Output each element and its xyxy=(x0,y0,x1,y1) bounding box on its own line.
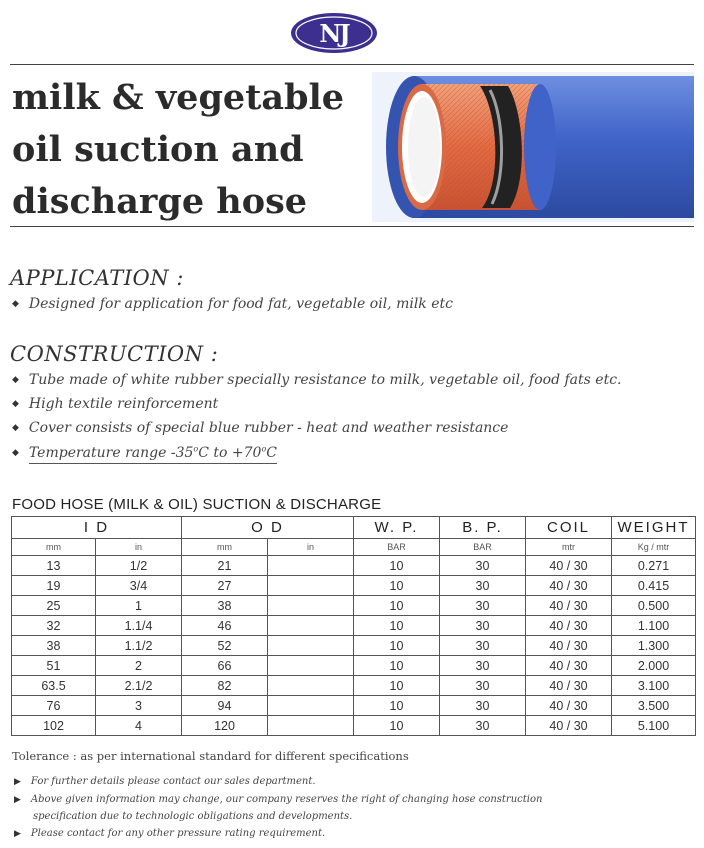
table-row xyxy=(12,696,696,716)
temperature-range-item: ◆ Temperature range -35$^o$C to $+70^oC$ xyxy=(12,444,277,461)
bullet-diamond-icon: ◆ xyxy=(12,447,19,458)
table-cell: 3.100 xyxy=(612,676,696,696)
table-cell: 30 xyxy=(440,596,526,616)
table-cell: 10 xyxy=(354,596,440,616)
construction-item: ◆ Tube made of white rubber specially resistance to milk, vegetable oil, food fats etc. xyxy=(12,372,622,388)
unit-cell: mm xyxy=(182,539,268,556)
table-row xyxy=(12,636,696,656)
table-cell: 40 / 30 xyxy=(526,696,612,716)
unit-cell: BAR xyxy=(354,539,440,556)
tolerance-note: Tolerance : as per international standard for different specifications xyxy=(12,749,409,763)
title-line-3: discharge hose xyxy=(12,181,308,222)
table-cell: 30 xyxy=(440,696,526,716)
table-cell: 30 xyxy=(440,556,526,576)
unit-cell: in xyxy=(268,539,354,556)
table-cell: 40 / 30 xyxy=(526,716,612,736)
table-cell: 10 xyxy=(354,556,440,576)
table-cell: 1.1/2 xyxy=(96,636,182,656)
table-units-row xyxy=(12,539,696,556)
table-cell: 38 xyxy=(12,636,96,656)
table-cell: 27 xyxy=(182,576,268,596)
table-row xyxy=(12,616,696,636)
header-weight: WEIGHT xyxy=(612,517,696,539)
table-cell: 46 xyxy=(182,616,268,636)
spec-table xyxy=(11,516,696,736)
title-bottom-rule xyxy=(10,226,694,227)
table-cell: 3.500 xyxy=(612,696,696,716)
bullet-diamond-icon: ◆ xyxy=(12,399,19,409)
table-cell: 1.300 xyxy=(612,636,696,656)
table-cell: 94 xyxy=(182,696,268,716)
table-cell: 2.000 xyxy=(612,656,696,676)
table-cell: 51 xyxy=(12,656,96,676)
footnote-continuation: specification due to technologic obligations and developments. xyxy=(33,811,353,822)
unit-cell: in xyxy=(96,539,182,556)
table-cell: 40 / 30 xyxy=(526,576,612,596)
footnote: ▶ For further details please contact our sales department. xyxy=(14,776,316,787)
table-cell: 30 xyxy=(440,716,526,736)
table-row xyxy=(12,656,696,676)
table-row xyxy=(12,596,696,616)
table-cell: 10 xyxy=(354,676,440,696)
table-header-row xyxy=(12,517,696,539)
construction-item: ◆ Cover consists of special blue rubber - heat and weather resistance xyxy=(12,420,509,436)
table-cell: 5.100 xyxy=(612,716,696,736)
table-cell: 21 xyxy=(182,556,268,576)
table-cell: 4 xyxy=(96,716,182,736)
table-cell: 0.271 xyxy=(612,556,696,576)
table-cell: 19 xyxy=(12,576,96,596)
table-cell xyxy=(268,576,354,596)
table-cell: 10 xyxy=(354,656,440,676)
table-cell xyxy=(268,556,354,576)
header-bp: B. P. xyxy=(440,517,526,539)
table-cell: 40 / 30 xyxy=(526,636,612,656)
table-cell: 1 xyxy=(96,596,182,616)
table-cell: 1.1/4 xyxy=(96,616,182,636)
header-coil: COIL xyxy=(526,517,612,539)
arrow-bullet-icon: ▶ xyxy=(14,829,21,839)
header-od: O D xyxy=(182,517,354,539)
unit-cell: BAR xyxy=(440,539,526,556)
table-cell: 76 xyxy=(12,696,96,716)
construction-heading: CONSTRUCTION : xyxy=(10,342,219,366)
table-cell: 0.415 xyxy=(612,576,696,596)
logo-text: NJ xyxy=(319,19,349,48)
table-cell: 10 xyxy=(354,576,440,596)
table-cell: 10 xyxy=(354,616,440,636)
header-id: I D xyxy=(12,517,182,539)
table-cell: 30 xyxy=(440,636,526,656)
table-cell: 3/4 xyxy=(96,576,182,596)
table-cell: 40 / 30 xyxy=(526,616,612,636)
table-row xyxy=(12,576,696,596)
table-cell: 13 xyxy=(12,556,96,576)
table-cell xyxy=(268,696,354,716)
table-row xyxy=(12,556,696,576)
construction-item: ◆ High textile reinforcement xyxy=(12,396,219,412)
table-cell: 10 xyxy=(354,636,440,656)
arrow-bullet-icon: ▶ xyxy=(14,795,21,805)
table-cell: 10 xyxy=(354,696,440,716)
table-cell: 63.5 xyxy=(12,676,96,696)
table-cell: 82 xyxy=(182,676,268,696)
unit-cell: Kg / mtr xyxy=(612,539,696,556)
table-cell xyxy=(268,596,354,616)
application-heading: APPLICATION : xyxy=(10,266,184,290)
top-rule xyxy=(10,64,694,65)
table-cell xyxy=(268,676,354,696)
table-cell: 10 xyxy=(354,716,440,736)
table-cell xyxy=(268,656,354,676)
table-title: FOOD HOSE (MILK & OIL) SUCTION & DISCHARGE xyxy=(12,496,382,513)
bullet-diamond-icon: ◆ xyxy=(12,299,19,309)
table-cell: 2 xyxy=(96,656,182,676)
hose-cutaway-image xyxy=(372,72,694,222)
table-cell: 102 xyxy=(12,716,96,736)
table-cell xyxy=(268,636,354,656)
table-cell: 25 xyxy=(12,596,96,616)
table-cell: 40 / 30 xyxy=(526,596,612,616)
table-cell xyxy=(268,616,354,636)
table-cell: 40 / 30 xyxy=(526,656,612,676)
unit-cell: mm xyxy=(12,539,96,556)
title-line-1: milk & vegetable xyxy=(12,77,345,118)
table-cell: 30 xyxy=(440,656,526,676)
table-cell: 30 xyxy=(440,676,526,696)
footnote: ▶ Above given information may change, our company reserves the right of changing hose construction xyxy=(14,794,543,805)
table-cell: 52 xyxy=(182,636,268,656)
table-cell: 38 xyxy=(182,596,268,616)
application-item: ◆ Designed for application for food fat, vegetable oil, milk etc xyxy=(12,296,453,312)
table-row xyxy=(12,676,696,696)
table-cell: 1.100 xyxy=(612,616,696,636)
table-row xyxy=(12,716,696,736)
product-title xyxy=(12,72,344,228)
footnote: ▶ Please contact for any other pressure rating requirement. xyxy=(14,828,326,839)
table-cell: 120 xyxy=(182,716,268,736)
bullet-diamond-icon: ◆ xyxy=(12,423,19,433)
table-cell xyxy=(268,716,354,736)
table-cell: 2.1/2 xyxy=(96,676,182,696)
bullet-diamond-icon: ◆ xyxy=(12,375,19,385)
table-cell: 40 / 30 xyxy=(526,676,612,696)
table-cell: 1/2 xyxy=(96,556,182,576)
table-cell: 40 / 30 xyxy=(526,556,612,576)
table-cell: 30 xyxy=(440,576,526,596)
table-cell: 30 xyxy=(440,616,526,636)
header-wp: W. P. xyxy=(354,517,440,539)
unit-cell: mtr xyxy=(526,539,612,556)
arrow-bullet-icon: ▶ xyxy=(14,777,21,787)
table-cell: 32 xyxy=(12,616,96,636)
company-logo xyxy=(290,12,378,54)
table-cell: 66 xyxy=(182,656,268,676)
table-cell: 3 xyxy=(96,696,182,716)
title-line-2: oil suction and xyxy=(12,129,304,170)
table-cell: 0.500 xyxy=(612,596,696,616)
